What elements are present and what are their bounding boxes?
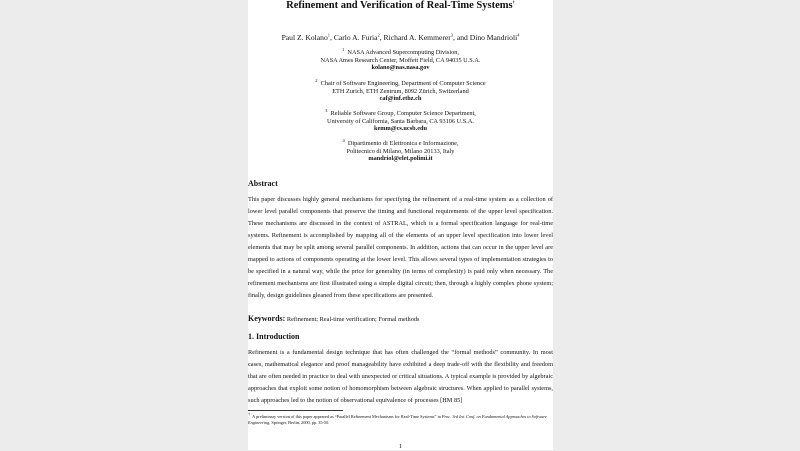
paper-page (248, 0, 553, 450)
section-heading: 1. Introduction (248, 332, 300, 341)
affiliation: $^4$ Dipartimento di Elettronica e Informazione, Politecnico di Milano, Milano 20133, Italy mandriol@elet.polimi.it (248, 140, 553, 163)
author-list: Paul Z. Kolano$^1$, Carlo A. Furia$^2$, Richard A. Kemmerer$^3$, and Dino Mandrioli$^4$ (281, 32, 520, 42)
author-sup: 3 (450, 32, 454, 38)
abstract-body: This paper discusses highly general mechanisms for specifying the refinement of a real-time system as a collection of lower level parallel components that preserve the timing and functional requirements of the upper level specification. These mechanisms are discussed in the context of ASTRAL, which is a formal specification language for real-time systems. Refinement is accomplished by mapping all of the elements of an upper level specification into lower level elements that may be split among several parallel components. In addition, actions that can occur in the upper level are mapped to actions of components operating at the lower level. This allows several types of implementation strategies to be specified in a natural way, while the price for generality (in terms of complexity) is paid only when necessary. The refinement mechanisms are first illustrated using a simple digital circuit; then, through a highly complex phone system; finally, design guidelines gleaned from these specifications are presented. (248, 196, 553, 299)
affiliation: $^1$ NASA Advanced Supercomputing Division, NASA Ames Research Center, Moffett Field, CA 94035 U.S.A. kolano@nas.nasa.gov (248, 49, 553, 72)
section-body: Refinement is a fundamental design technique that has often challenged the “formal methods” community. In most cases, mathematical elegance and proof manageability have exhibited a deep trade-off with the flexibility and freedom that are often needed in practice to deal with unexpected or critical situations. A typical example is provided by algebraic approaches that exploit some notion of homomorphism between algebraic structures. When applied to parallel systems, such approaches led to the notion of observational equivalence of processes [HM 85] (248, 349, 553, 404)
author: Paul Z. Kolano (281, 33, 328, 42)
author: Richard A. Kemmerer (383, 33, 451, 42)
title-footnote-mark: † (512, 0, 515, 5)
author-sup: 2 (377, 32, 380, 38)
affiliation: $^2$ Chair of Software Engineering, Department of Computer Science ETH Zurich, ETH Zentrum, 8092 Zürich, Switzerland caf@inf.ethz.ch (248, 80, 553, 103)
author: Dino Mandrioli (469, 33, 518, 42)
author-sup: 4 (517, 32, 520, 38)
email: kolano@nas.nasa.gov (371, 64, 430, 72)
email: caf@inf.ethz.ch (379, 95, 422, 103)
author-sup: 1 (327, 32, 331, 38)
footnote: † A preliminary version of this paper appeared as “Parallel Refinement Mechanisms for Real-Time Systems” in Proc. 3rd Int. Conf. on Fundamental Approaches to Software Engineering, Springer, Berlin, 2000, pp. 35-50. (248, 411, 547, 425)
abstract-heading: Abstract (248, 179, 278, 188)
footnote-divider (248, 410, 343, 411)
email: mandriol@elet.polimi.it (368, 155, 433, 163)
keywords-heading: Keywords: (248, 314, 286, 323)
keywords: Keywords: Refinement; Real-time verification; Formal methods (248, 314, 420, 323)
email: kemm@cs.ucsb.edu (373, 125, 428, 133)
author: Carlo A. Furia (333, 33, 378, 42)
paper-title: Refinement and Verification of Real-Time Systems† (286, 0, 515, 11)
affiliation: $^3$ Reliable Software Group, Computer Science Department, University of California, Santa Barbara, CA 93106 U.S.A. kemm@cs.ucsb.edu (248, 110, 553, 133)
page-number: 1 (398, 443, 403, 450)
